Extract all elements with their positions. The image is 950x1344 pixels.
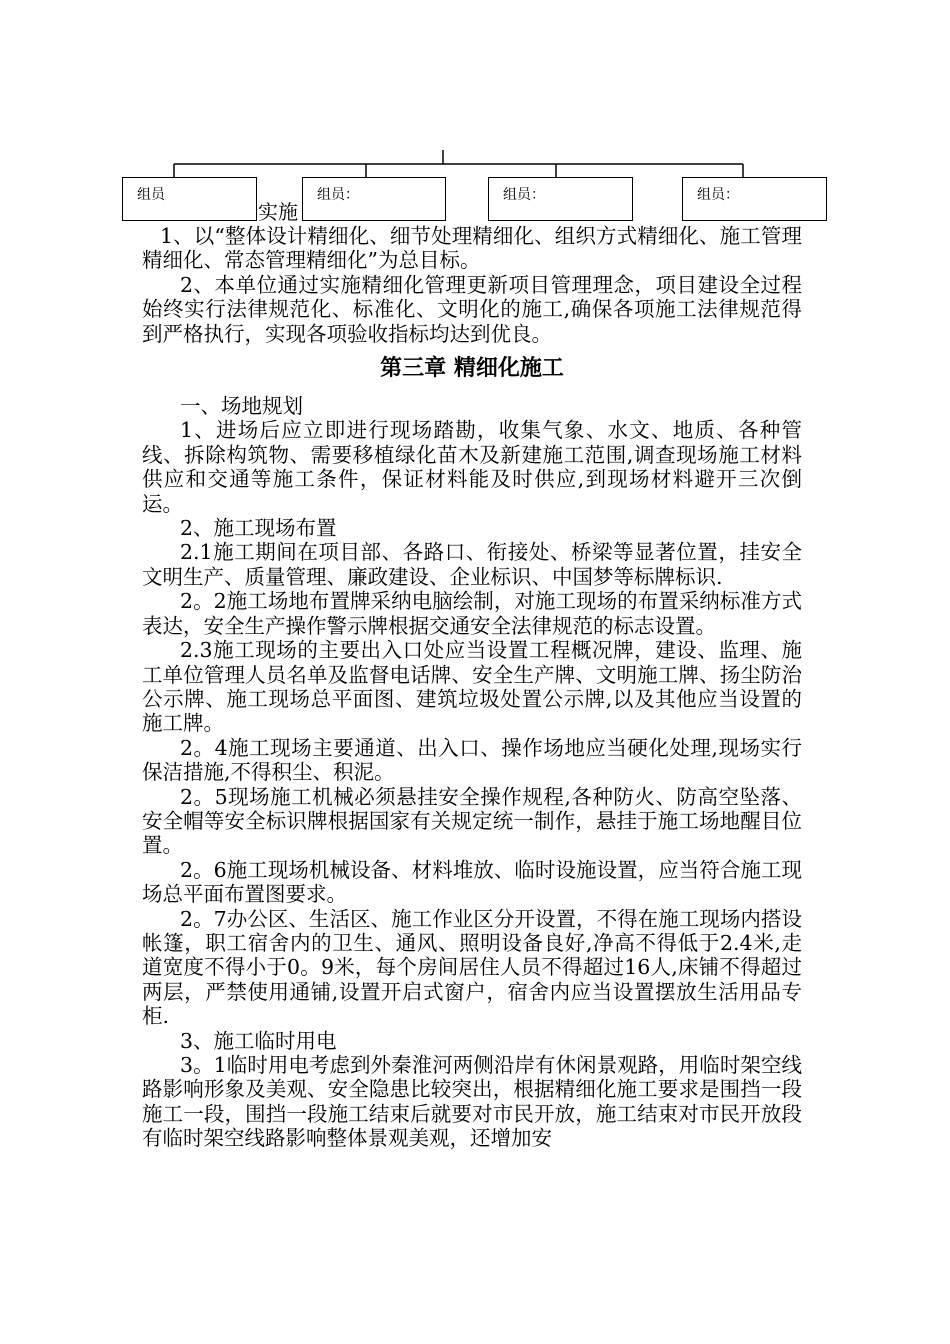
member-label: 组员 bbox=[137, 187, 165, 203]
chapter-title: 第三章 精细化施工 bbox=[380, 356, 564, 382]
member-box-4 bbox=[682, 177, 827, 221]
paragraph: 2.1施工期间在项目部、各路口、衔接处、桥梁等显著位置，挂安全文明生产、质量管理、廉政建设、企业标识、中国梦等标牌标识. bbox=[142, 540, 802, 589]
section-heading: 一、场地规划 bbox=[180, 394, 303, 419]
paragraph: 3。1临时用电考虑到外秦淮河两侧沿岸有休闲景观路，用临时架空线路影响形象及美观、安全隐患比较突出，根据精细化施工要求是围挡一段施工一段，围挡一段施工结束后就要对市民开放，施工结束对市民开放段有临时架空线路影响整体景观美观，还增加安 bbox=[142, 1053, 802, 1151]
paragraph: 1、进场后应立即进行现场踏勘，收集气象、水文、地质、各种管线、拆除构筑物、需要移植绿化苗木及新建施工范围,调查现场施工材料供应和交通等施工条件，保证材料能及时供应,到现场材料避开三次倒运。 bbox=[142, 418, 802, 516]
occluded-heading-text: 实施 bbox=[258, 200, 298, 224]
member-box-3 bbox=[488, 177, 633, 221]
paragraph: 2。7办公区、生活区、施工作业区分开设置，不得在施工现场内搭设帐篷，职工宿舍内的卫生、通风、照明设备良好,净高不得低于2.4米,走道宽度不得小于0。9米，每个房间居住人员不得超过16人,床铺不得超过两层，严禁使用通铺,设置开启式窗户，宿舍内应当设置摆放生活用品专柜. bbox=[142, 906, 802, 1029]
section-heading: 3、施工临时用电 bbox=[180, 1028, 337, 1053]
paragraph: 2。6施工现场机械设备、材料堆放、临时设施设置，应当符合施工现场总平面布置图要求。 bbox=[142, 857, 802, 907]
section-heading: 2、施工现场布置 bbox=[180, 516, 337, 541]
member-label: 组员： bbox=[503, 187, 545, 203]
paragraph: 2。4施工现场主要通道、出入口、操作场地应当硬化处理,现场实行保洁措施,不得积尘、积泥。 bbox=[142, 735, 802, 785]
paragraph: 2。5现场施工机械必须悬挂安全操作规程,各种防火、防高空坠落、安全帽等安全标识牌根据国家有关规定统一制作，悬挂于施工场地醒目位置。 bbox=[142, 784, 802, 858]
member-box-1 bbox=[122, 177, 257, 221]
member-label: 组员： bbox=[317, 187, 359, 203]
paragraph: 2。2施工场地布置牌采纳电脑绘制，对施工现场的布置采纳标准方式表达，安全生产操作警示牌根据交通安全法律规范的标志设置。 bbox=[142, 589, 802, 638]
org-chart-fragment bbox=[0, 150, 950, 230]
member-label: 组员： bbox=[697, 187, 739, 203]
document-body bbox=[142, 224, 802, 1151]
paragraph-goal: 1、以“整体设计精细化、细节处理精细化、组织方式精细化、施工管理精细化、常态管理精细化”为总目标。 bbox=[142, 224, 802, 273]
paragraph-management: 2、本单位通过实施精细化管理更新项目管理理念，项目建设全过程始终实行法律规范化、标准化、文明化的施工,确保各项施工法律规范得到严格执行，实现各项验收指标均达到优良。 bbox=[142, 272, 802, 346]
member-box-2 bbox=[302, 177, 446, 221]
paragraph: 2.3施工现场的主要出入口处应当设置工程概况牌，建设、监理、施工单位管理人员名单及监督电话牌、安全生产牌、文明施工牌、扬尘防治公示牌、施工现场总平面图、建筑垃圾处置公示牌,以及其他应当设置的施工牌。 bbox=[142, 638, 802, 736]
